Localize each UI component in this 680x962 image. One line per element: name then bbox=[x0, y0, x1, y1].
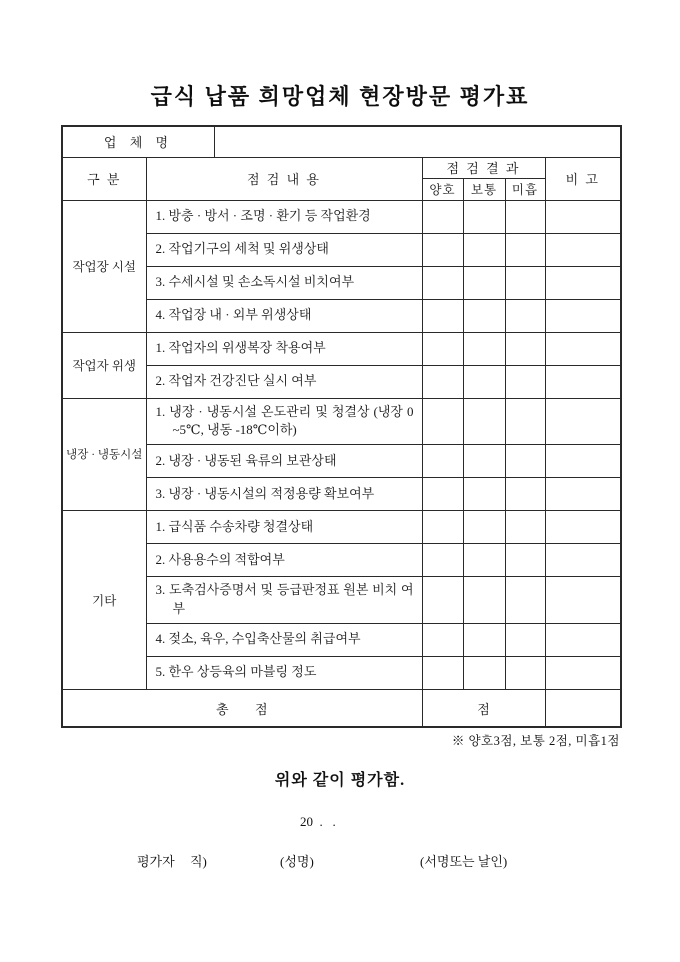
score-cell-poor bbox=[505, 200, 545, 233]
note-cell bbox=[545, 365, 621, 398]
column-header-content: 점 검 내 용 bbox=[146, 157, 422, 200]
checklist-row bbox=[62, 332, 621, 365]
company-name-value bbox=[215, 127, 620, 157]
total-note-cell bbox=[545, 689, 621, 727]
score-cell-fair bbox=[463, 623, 505, 656]
checklist-row bbox=[62, 266, 621, 299]
header-row-main bbox=[62, 157, 621, 178]
score-cell-good bbox=[422, 445, 463, 478]
score-cell-good bbox=[422, 623, 463, 656]
note-cell bbox=[545, 577, 621, 624]
score-cell-good bbox=[422, 200, 463, 233]
score-cell-fair bbox=[463, 332, 505, 365]
note-cell bbox=[545, 623, 621, 656]
total-score-label: 총 점 bbox=[62, 689, 422, 727]
note-cell bbox=[545, 511, 621, 544]
score-cell-poor bbox=[505, 544, 545, 577]
check-item-text: 2. 냉장 · 냉동된 육류의 보관상태 bbox=[146, 445, 422, 478]
check-item-text: 1. 방충 · 방서 · 조명 · 환기 등 작업환경 bbox=[146, 200, 422, 233]
score-cell-fair bbox=[463, 365, 505, 398]
score-cell-fair bbox=[463, 266, 505, 299]
score-cell-poor bbox=[505, 398, 545, 445]
score-cell-poor bbox=[505, 332, 545, 365]
score-cell-fair bbox=[463, 445, 505, 478]
company-name-label: 업 체 명 bbox=[63, 127, 215, 157]
check-item-text: 4. 작업장 내 · 외부 위생상태 bbox=[146, 299, 422, 332]
checklist-row bbox=[62, 656, 621, 689]
checklist-row bbox=[62, 478, 621, 511]
score-cell-good bbox=[422, 233, 463, 266]
check-item-text: 2. 사용용수의 적합여부 bbox=[146, 544, 422, 577]
score-cell-fair bbox=[463, 544, 505, 577]
score-cell-good bbox=[422, 398, 463, 445]
score-cell-good bbox=[422, 577, 463, 624]
check-item-text: 4. 젖소, 육우, 수입축산물의 취급여부 bbox=[146, 623, 422, 656]
note-cell bbox=[545, 398, 621, 445]
signature-line bbox=[0, 851, 680, 871]
check-item-text: 5. 한우 상등육의 마블링 정도 bbox=[146, 656, 422, 689]
company-row bbox=[62, 126, 621, 157]
check-item-text: 3. 수세시설 및 손소독시설 비치여부 bbox=[146, 266, 422, 299]
checklist-row bbox=[62, 200, 621, 233]
scoring-note: ※ 양호3점, 보통 2점, 미흡1점 bbox=[451, 734, 620, 748]
page-title: 급식 납품 희망업체 현장방문 평가표 bbox=[150, 84, 530, 109]
score-cell-poor bbox=[505, 623, 545, 656]
score-cell-poor bbox=[505, 299, 545, 332]
score-cell-poor bbox=[505, 365, 545, 398]
company-cell bbox=[62, 126, 621, 157]
check-item-text: 1. 급식품 수송차량 청결상태 bbox=[146, 511, 422, 544]
note-cell bbox=[545, 656, 621, 689]
score-cell-good bbox=[422, 544, 463, 577]
score-cell-poor bbox=[505, 656, 545, 689]
category-cell: 작업자 위생 bbox=[62, 332, 146, 398]
note-cell bbox=[545, 445, 621, 478]
score-cell-poor bbox=[505, 233, 545, 266]
score-cell-fair bbox=[463, 577, 505, 624]
category-cell: 작업장 시설 bbox=[62, 200, 146, 332]
checklist-row bbox=[62, 511, 621, 544]
checklist-row bbox=[62, 233, 621, 266]
note-cell bbox=[545, 332, 621, 365]
score-cell-poor bbox=[505, 266, 545, 299]
score-cell-fair bbox=[463, 656, 505, 689]
total-score-unit: 점 bbox=[422, 689, 545, 727]
checklist-row bbox=[62, 577, 621, 624]
column-header-note: 비 고 bbox=[545, 157, 621, 200]
check-item-text: 2. 작업자 건강진단 실시 여부 bbox=[146, 365, 422, 398]
column-header-result: 점 검 결 과 bbox=[422, 157, 545, 178]
score-cell-good bbox=[422, 365, 463, 398]
score-cell-poor bbox=[505, 577, 545, 624]
seal-label: (서명또는 날인) bbox=[420, 854, 508, 869]
note-cell bbox=[545, 299, 621, 332]
score-cell-fair bbox=[463, 233, 505, 266]
check-item-text: 1. 냉장 · 냉동시설 온도관리 및 청결상 (냉장 0 ~5℃, 냉동 -18℃이하) bbox=[146, 398, 422, 445]
evaluator-label: 평가자 bbox=[137, 854, 175, 869]
checklist-row bbox=[62, 445, 621, 478]
score-cell-fair bbox=[463, 398, 505, 445]
name-label: (성명) bbox=[280, 854, 314, 869]
score-cell-fair bbox=[463, 511, 505, 544]
score-cell-good bbox=[422, 332, 463, 365]
checklist-row bbox=[62, 299, 621, 332]
note-cell bbox=[545, 200, 621, 233]
check-item-text: 2. 작업기구의 세척 및 위생상태 bbox=[146, 233, 422, 266]
position-label: 직) bbox=[190, 854, 207, 869]
score-cell-good bbox=[422, 478, 463, 511]
column-header-category: 구 분 bbox=[62, 157, 146, 200]
score-cell-fair bbox=[463, 299, 505, 332]
category-cell: 기타 bbox=[62, 511, 146, 690]
note-cell bbox=[545, 233, 621, 266]
checklist-row bbox=[62, 623, 621, 656]
column-header-good: 양호 bbox=[422, 178, 463, 200]
score-cell-good bbox=[422, 656, 463, 689]
note-cell bbox=[545, 544, 621, 577]
check-item-text: 3. 냉장 · 냉동시설의 적정용량 확보여부 bbox=[146, 478, 422, 511]
date-line: 20 . . bbox=[300, 814, 336, 829]
closing-statement: 위와 같이 평가함. bbox=[274, 772, 406, 789]
score-cell-good bbox=[422, 266, 463, 299]
note-cell bbox=[545, 266, 621, 299]
checklist-body bbox=[62, 200, 621, 689]
score-cell-fair bbox=[463, 200, 505, 233]
category-cell: 냉장 · 냉동시설 bbox=[62, 398, 146, 511]
score-cell-poor bbox=[505, 511, 545, 544]
score-cell-fair bbox=[463, 478, 505, 511]
total-row bbox=[62, 689, 621, 727]
check-item-text: 1. 작업자의 위생복장 착용여부 bbox=[146, 332, 422, 365]
column-header-poor: 미흡 bbox=[505, 178, 545, 200]
column-header-fair: 보통 bbox=[463, 178, 505, 200]
score-cell-good bbox=[422, 511, 463, 544]
score-cell-poor bbox=[505, 478, 545, 511]
checklist-row bbox=[62, 544, 621, 577]
note-cell bbox=[545, 478, 621, 511]
evaluation-table bbox=[61, 125, 622, 728]
score-cell-poor bbox=[505, 445, 545, 478]
check-item-text: 3. 도축검사증명서 및 등급판정표 원본 비치 여부 bbox=[146, 577, 422, 624]
score-cell-good bbox=[422, 299, 463, 332]
checklist-row bbox=[62, 365, 621, 398]
checklist-row bbox=[62, 398, 621, 445]
